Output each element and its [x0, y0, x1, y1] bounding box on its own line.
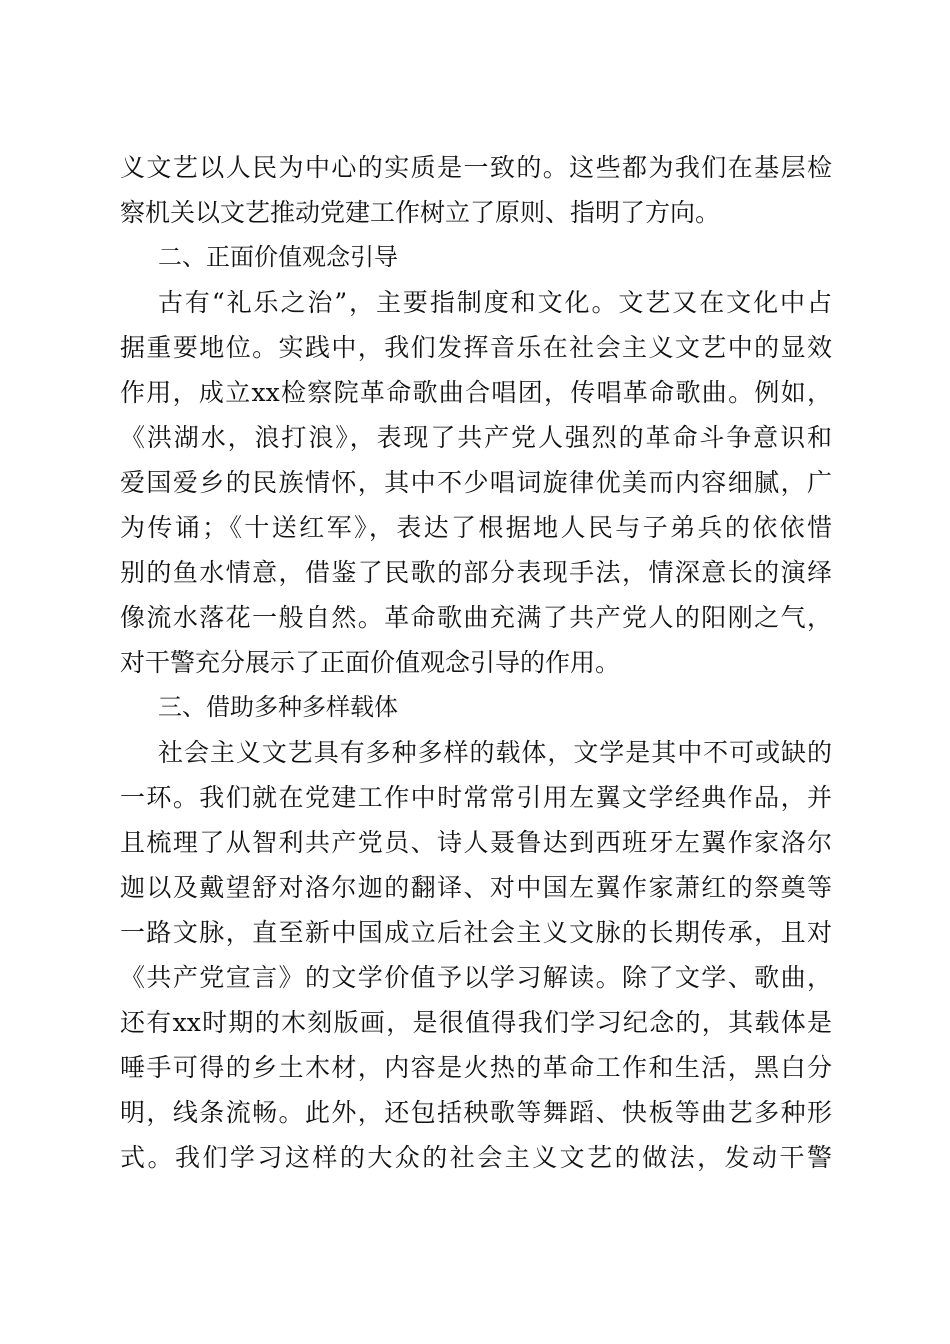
document-body — [120, 145, 832, 1180]
paragraph-line: 《洪湖水，浪打浪》，表现了共产党人强烈的革命斗争意识和 — [120, 423, 832, 452]
section-heading: 二、正面价值观念引导 — [158, 243, 398, 271]
paragraph-line: 唾手可得的乡土木材，内容是火热的革命工作和生活，黑白分 — [120, 1053, 832, 1082]
paragraph-line: 式。我们学习这样的大众的社会主义文艺的做法，发动干警 — [120, 1143, 832, 1172]
paragraph-line: 为传诵；《十送红军》，表达了根据地人民与子弟兵的依依惜 — [120, 513, 832, 542]
paragraph-line: 《共产党宣言》的文学价值予以学习解读。除了文学、歌曲， — [120, 963, 832, 992]
paragraph-line: 别的鱼水情意，借鉴了民歌的部分表现手法，情深意长的演绎 — [120, 558, 832, 587]
paragraph-line: 察机关以文艺推动党建工作树立了原则、指明了方向。 — [120, 198, 721, 227]
paragraph-line: 一环。我们就在党建工作中时常常引用左翼文学经典作品，并 — [120, 783, 832, 812]
paragraph-line: 像流水落花一般自然。革命歌曲充满了共产党人的阳刚之气， — [120, 603, 832, 632]
paragraph-line: 据重要地位。实践中，我们发挥音乐在社会主义文艺中的显效 — [120, 333, 832, 362]
paragraph-line: 一路文脉，直至新中国成立后社会主义文脉的长期传承，且对 — [120, 918, 832, 947]
section-heading: 三、借助多种多样载体 — [158, 693, 398, 721]
paragraph-line: 爱国爱乡的民族情怀，其中不少唱词旋律优美而内容细腻，广 — [120, 468, 832, 497]
paragraph-line: 作用，成立xx检察院革命歌曲合唱团，传唱革命歌曲。例如， — [120, 378, 832, 407]
paragraph-line: 迦以及戴望舒对洛尔迦的翻译、对中国左翼作家萧红的祭奠等 — [120, 873, 832, 902]
paragraph-line: 义文艺以人民为中心的实质是一致的。这些都为我们在基层检 — [120, 153, 832, 182]
paragraph-line: 且梳理了从智利共产党员、诗人聂鲁达到西班牙左翼作家洛尔 — [120, 828, 832, 857]
paragraph-line: 还有xx时期的木刻版画，是很值得我们学习纪念的，其载体是 — [120, 1008, 832, 1037]
paragraph-line: 对干警充分展示了正面价值观念引导的作用。 — [120, 648, 621, 677]
paragraph-line: 社会主义文艺具有多种多样的载体，文学是其中不可或缺的 — [158, 738, 832, 767]
paragraph-line: 古有“礼乐之治”，主要指制度和文化。文艺又在文化中占 — [158, 288, 832, 317]
paragraph-line: 明，线条流畅。此外，还包括秧歌等舞蹈、快板等曲艺多种形 — [120, 1098, 832, 1127]
